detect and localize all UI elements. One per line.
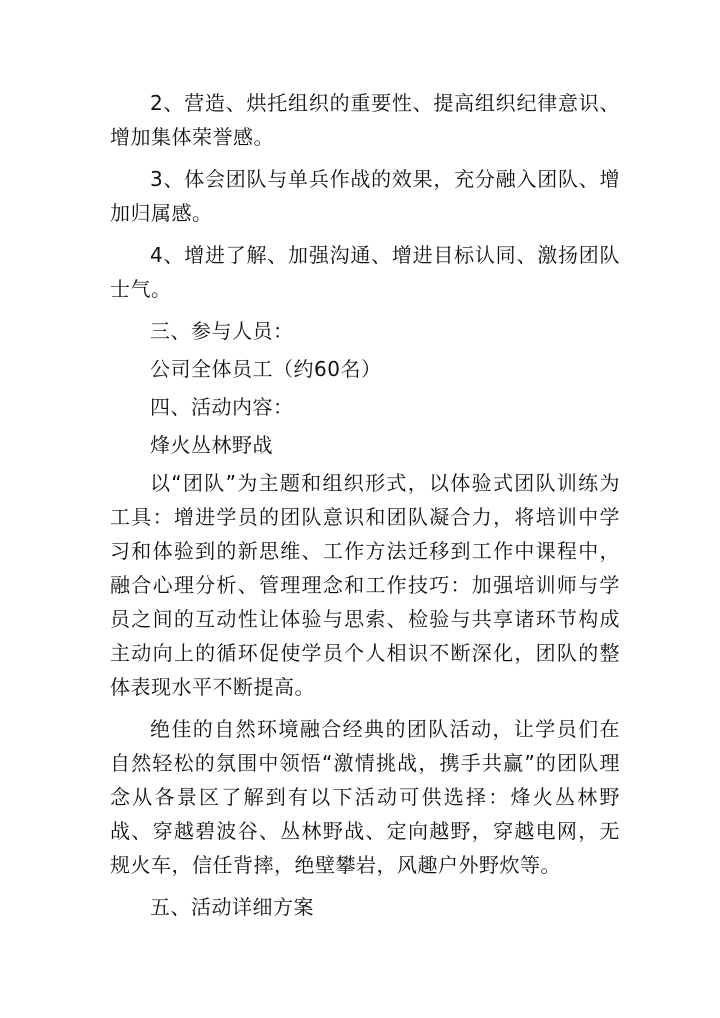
section-heading-participants: 三、参与人员： (150, 319, 294, 343)
paragraph-goal-2: 2、营造、烘托组织的重要性、提高组织纪律意识、增加集体荣誉感。 (110, 91, 620, 149)
paragraph-goal-4: 4、增进了解、加强沟通、增进目标认同、激扬团队士气。 (110, 243, 620, 301)
document-body (110, 86, 620, 932)
paragraph-team-theme: 以“团队”为主题和组织形式，以体验式团队训练为工具：增进学员的团队意识和团队凝合力，将培训中学习和体验到的新思维、工作方法迁移到工作中课程中，融合心理分析、管理理念和工作技巧：加强培训师与学员之间的互动性让体验与思索、检验与共享诸环节构成主动向上的循环促使学员个人相识不断深化，团队的整体表现水平不断提高。 (110, 471, 620, 699)
activity-title: 烽火丛林野战 (150, 433, 273, 457)
participants-text: 公司全体员工（约60名） (150, 357, 382, 381)
section-heading-content: 四、活动内容： (150, 395, 294, 419)
section-heading-plan: 五、活动详细方案 (150, 895, 314, 919)
paragraph-environment: 绝佳的自然环境融合经典的团队活动，让学员们在自然轻松的氛围中领悟“激情挑战，携手共赢”的团队理念从各景区了解到有以下活动可供选择：烽火丛林野战、穿越碧波谷、丛林野战、定向越野，穿越电网，无规火车，信任背摔，绝壁攀岩，风趣户外野炊等。 (110, 717, 620, 877)
paragraph-goal-3: 3、体会团队与单兵作战的效果，充分融入团队、增加归属感。 (110, 167, 620, 225)
